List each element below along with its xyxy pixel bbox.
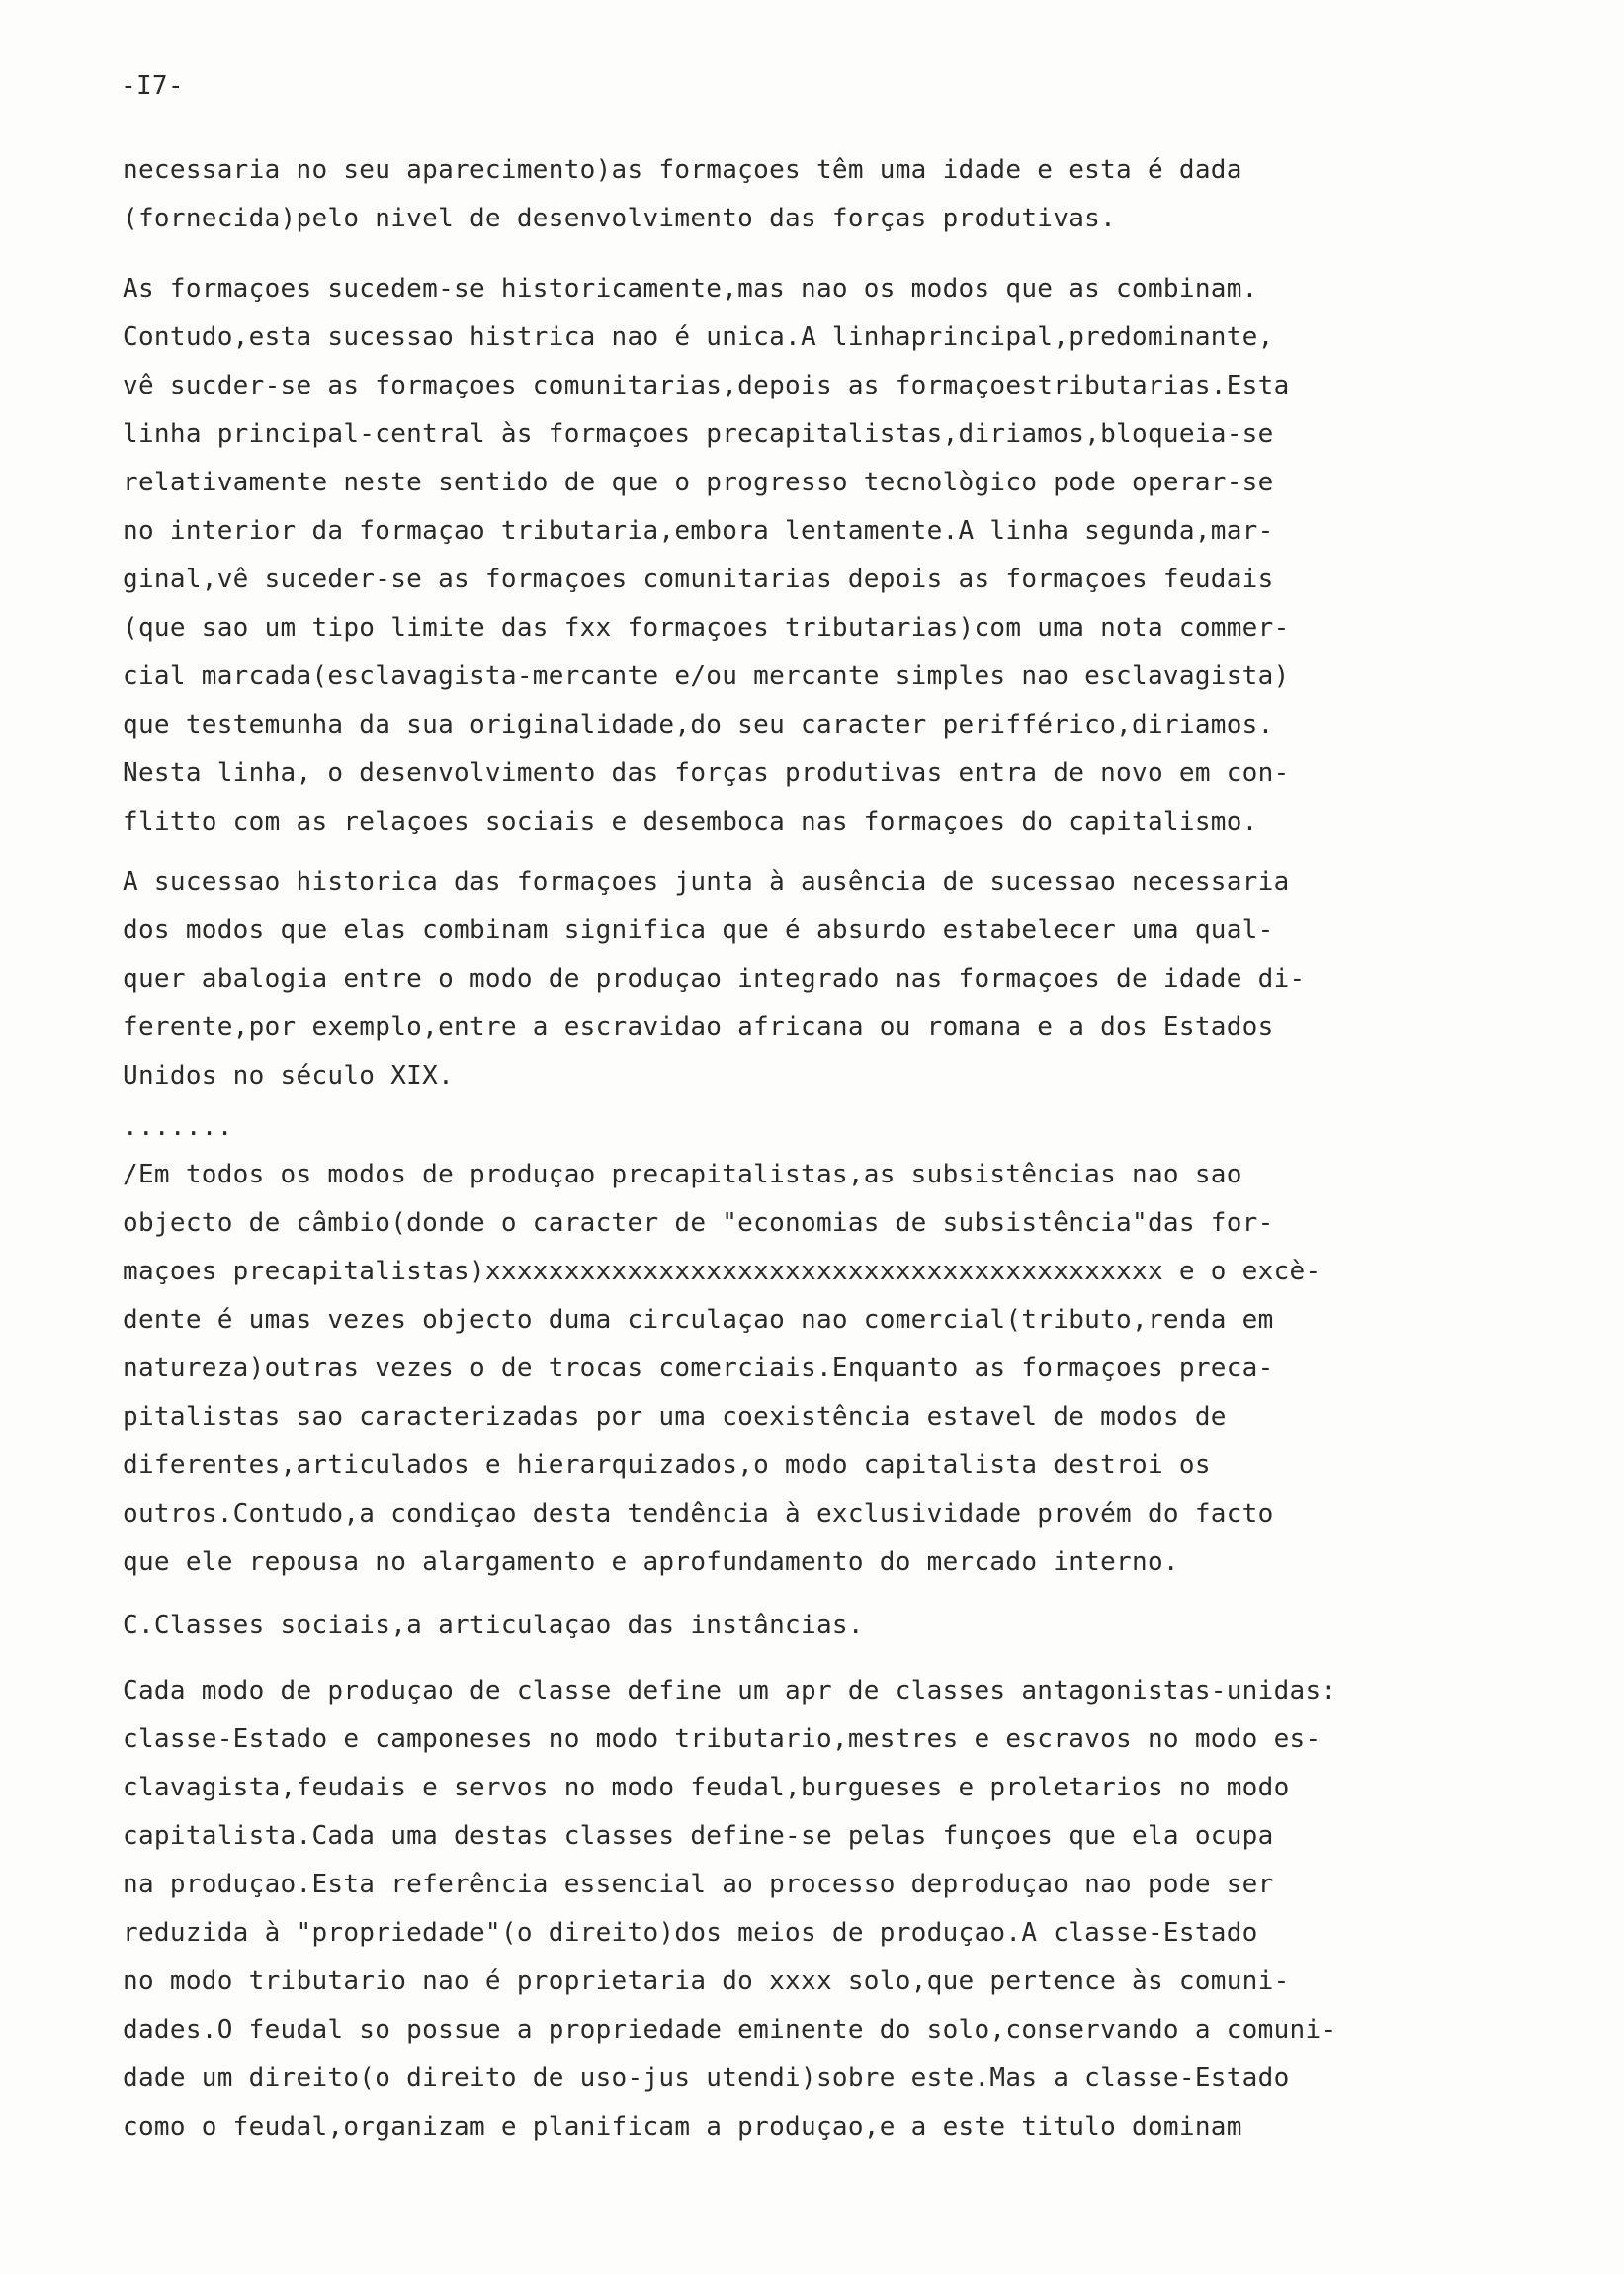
text-line: clavagista,feudais e servos no modo feudal,burgueses e proletarios no modo	[123, 1773, 1290, 1802]
paragraph	[123, 265, 1290, 846]
text-line: Nesta linha, o desenvolvimento das forças produtivas entra de novo em con-	[123, 758, 1290, 788]
paragraph	[123, 1103, 233, 1152]
text-line: C.Classes sociais,a articulaçao das instâncias.	[123, 1611, 864, 1640]
text-line: na produçao.Esta referência essencial ao processo deproduçao nao pode ser	[123, 1870, 1274, 1899]
text-line: dente é umas vezes objecto duma circulaçao nao comercial(tributo,renda em	[123, 1305, 1274, 1335]
page-number: -I7-	[121, 71, 184, 101]
text-line: linha principal-central às formaçoes precapitalistas,diriamos,bloqueia-se	[123, 419, 1274, 449]
paragraph	[123, 146, 1242, 243]
text-line: relativamente neste sentido de que o progresso tecnològico pode operar-se	[123, 468, 1274, 497]
paragraph	[123, 858, 1306, 1100]
text-line: pitalistas sao caracterizadas por uma coexistência estavel de modos de	[123, 1402, 1227, 1432]
text-line: outros.Contudo,a condiçao desta tendência à exclusividade provém do facto	[123, 1499, 1274, 1529]
text-line: Cada modo de produçao de classe define um apr de classes antagonistas-unidas:	[123, 1676, 1337, 1706]
text-line: /Em todos os modos de produçao precapitalistas,as subsistências nao sao	[123, 1160, 1242, 1189]
text-line: capitalista.Cada uma destas classes define-se pelas funçoes que ela ocupa	[123, 1821, 1274, 1851]
text-line: .......	[123, 1112, 233, 1142]
text-line: no modo tributario nao é proprietaria do xxxx solo,que pertence às comuni-	[123, 1967, 1290, 1996]
text-line: (que sao um tipo limite das fxx formaçoes tributarias)com uma nota commer-	[123, 613, 1290, 643]
text-line: Contudo,esta sucessao histrica nao é unica.A linhaprincipal,predominante,	[123, 322, 1274, 352]
text-line: flitto com as relaçoes sociais e desemboca nas formaçoes do capitalismo.	[123, 807, 1258, 836]
text-line: objecto de câmbio(donde o caracter de "economias de subsistência"das for-	[123, 1208, 1274, 1238]
text-line: como o feudal,organizam e planificam a produçao,e a este titulo dominam	[123, 2112, 1242, 2142]
text-line: dades.O feudal so possue a propriedade eminente do solo,conservando a comuni-	[123, 2015, 1337, 2045]
text-line: dos modos que elas combinam significa que é absurdo estabelecer uma qual-	[123, 916, 1274, 945]
text-line: (fornecida)pelo nivel de desenvolvimento das forças produtivas.	[123, 204, 1117, 233]
paragraph	[123, 1151, 1321, 1587]
text-line: natureza)outras vezes o de trocas comerciais.Enquanto as formaçoes preca-	[123, 1354, 1274, 1383]
text-line: diferentes,articulados e hierarquizados,o modo capitalista destroi os	[123, 1450, 1211, 1480]
text-line: que ele repousa no alargamento e aprofundamento do mercado interno.	[123, 1547, 1179, 1577]
text-line: reduzida à "propriedade"(o direito)dos meios de produçao.A classe-Estado	[123, 1918, 1258, 1948]
text-line: ginal,vê suceder-se as formaçoes comunitarias depois as formaçoes feudais	[123, 565, 1274, 594]
text-line: no interior da formaçao tributaria,embora lentamente.A linha segunda,mar-	[123, 516, 1274, 546]
text-line: dade um direito(o direito de uso-jus utendi)sobre este.Mas a classe-Estado	[123, 2063, 1290, 2093]
text-line: que testemunha da sua originalidade,do seu caracter perifférico,diriamos.	[123, 710, 1274, 740]
text-line: maçoes precapitalistas)xxxxxxxxxxxxxxxxxxxxxxxxxxxxxxxxxxxxxxxxxxx e o excè-	[123, 1257, 1322, 1286]
section-heading	[123, 1602, 864, 1650]
text-line: classe-Estado e camponeses no modo tributario,mestres e escravos no modo es-	[123, 1724, 1322, 1754]
text-line: cial marcada(esclavagista-mercante e/ou mercante simples nao esclavagista)	[123, 661, 1290, 691]
text-line: A sucessao historica das formaçoes junta à ausência de sucessao necessaria	[123, 867, 1290, 897]
text-line: necessaria no seu aparecimento)as formaçoes têm uma idade e esta é dada	[123, 155, 1242, 185]
text-line: ferente,por exemplo,entre a escravidao africana ou romana e a dos Estados	[123, 1012, 1274, 1042]
text-line: Unidos no século XIX.	[123, 1061, 455, 1091]
paragraph	[123, 1667, 1336, 2151]
text-line: quer abalogia entre o modo de produçao integrado nas formaçoes de idade di-	[123, 964, 1306, 994]
text-line: As formaçoes sucedem-se historicamente,mas nao os modos que as combinam.	[123, 274, 1258, 304]
text-line: vê sucder-se as formaçoes comunitarias,depois as formaçoestributarias.Esta	[123, 371, 1290, 400]
